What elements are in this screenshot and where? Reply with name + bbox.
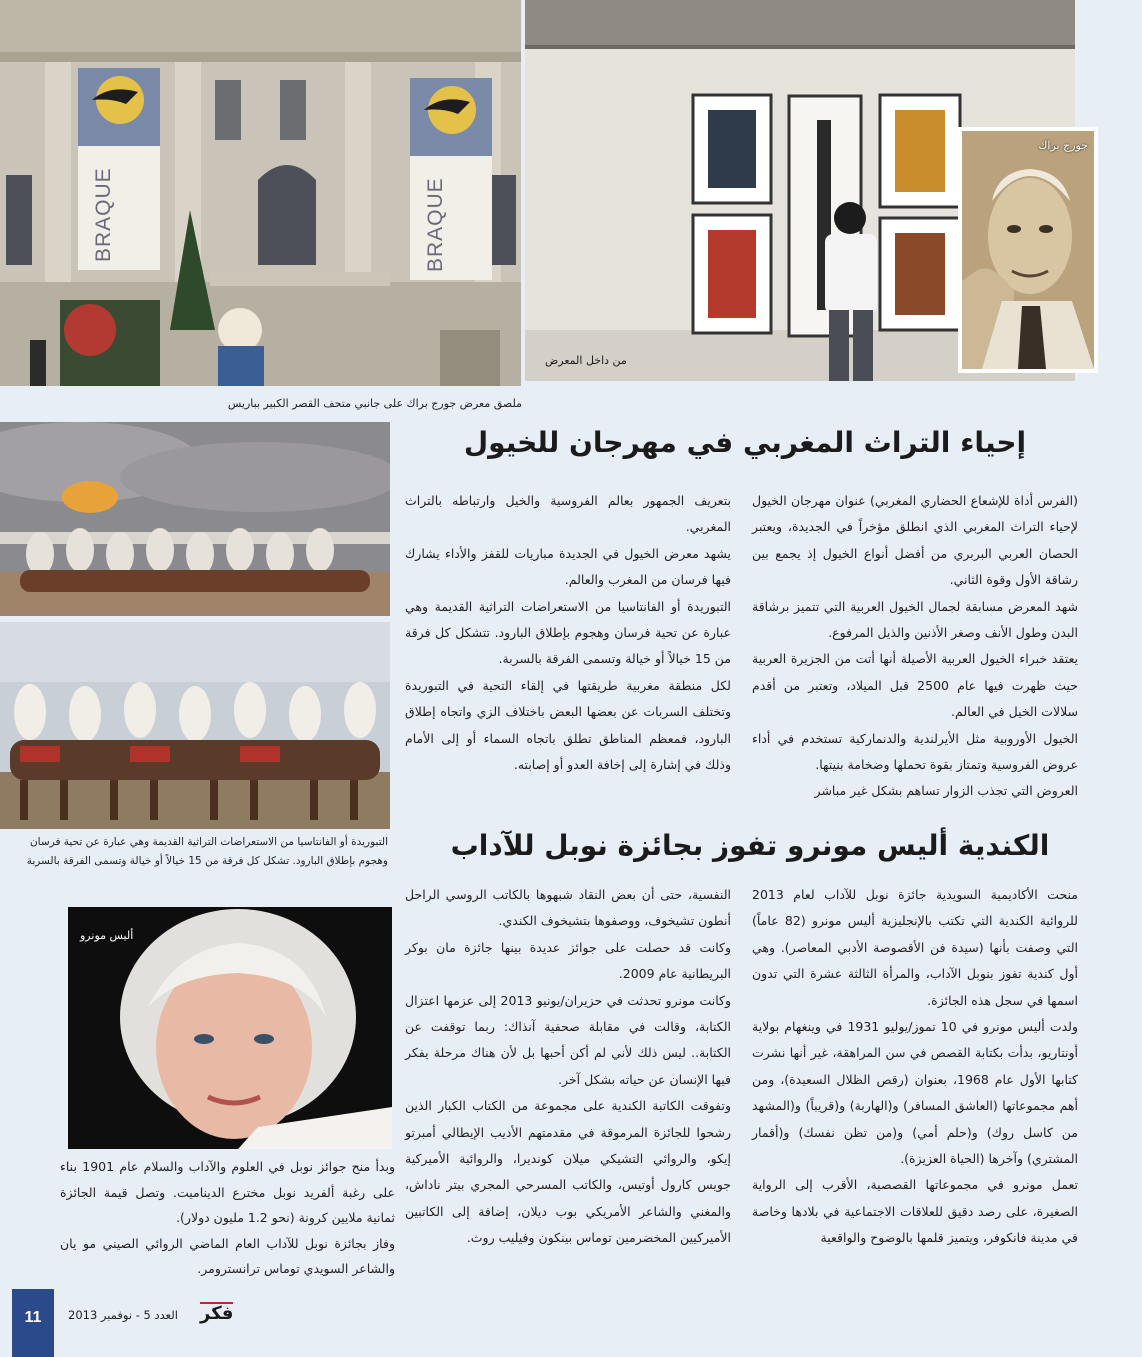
page-number: 11 [24,1309,42,1326]
article-1-para: لكل منطقة مغربية طريقتها في إلقاء التحية في التبوريدة وتختلف السربات عن بعضها البعض باختلاف الزي واتجاه إطلاق البارود، فمعظم المناطق تطلق باتجاه السماء أو إلى الأمام وذلك في إشارة إلى إخافة العدو أو إصابته. [405,677,731,773]
article-1-para: التبوريدة أو الفانتاسيا من الاستعراضات التراثية القديمة وهي عبارة عن تحية فرسان وهجوم بإطلاق البارود. تتشكل كل فرقة من 15 خيالاً أو خيالة وتسمى الفرقة بالسربة. [405,598,731,667]
article-1-right-column [752,488,1078,805]
article-2-para: وكانت مونرو تحدثت في حزيران/يونيو 2013 إلى عزمها اعتزال الكتابة، وقالت في مقابلة صحفية آنذاك: ربما توقفت عن الكتابة.. ليس ذلك لأني لم أكن أحبها بل لأن هناك مرحلة يفكر فيها الإنسان عن حياته بشكل آخر. [405,992,732,1087]
article-1-title: إحياء التراث المغربي في مهرجان للخيول [463,426,1027,459]
article-2-right-column [752,882,1078,1252]
page-number-box [12,1289,54,1357]
article-2-middle-column [405,882,731,1252]
exhibition-interior-label: من داخل المعرض [545,354,627,367]
issue-info: العدد 5 - نوفمبر 2013 [68,1308,178,1322]
braque-banner-text-left: BRAQUE [92,167,115,262]
article-2-para: وفاز بجائزة نوبل للآداب العام الماضي الروائي الصيني مو يان والشاعر السويدي توماس ترانسترومر. [60,1235,395,1277]
photo-grand-palais-caption: ملصق معرض جورج براك على جانبي متحف القصر الكبير بباريس [227,397,522,410]
photo-grand-palais [0,0,521,386]
article-1-para: يشهد معرض الخيول في الجديدة مباريات للقفز والأداء يشارك فيها فرسان من المغرب والعالم. [405,545,731,588]
article-2-para: وبدأ منح جوائز نوبل في العلوم والآداب والسلام عام 1901 بناء على رغبة ألفريد نوبل مخترع الديناميت. وتصل قيمة الجائزة ثمانية ملايين كرونة (نحو 1.2 مليون دولار). [60,1159,395,1226]
article-1-para: يعتقد خبراء الخيول العربية الأصيلة أنها أتت من الجزيرة العربية حيث ظهرت فيها عام 2500 قبل الميلاد، وتعتبر من أقدم سلالات الخيل في العالم. [752,651,1078,720]
article-1-para: العروض التي تجذب الزوار تساهم بشكل غير مباشر [814,783,1078,799]
article-1-para: (الفرس أداة للإشعاع الحضاري المغربي) عنوان مهرجان الخيول لإحياء التراث المغربي الذي انطلق مؤخراً في الجديدة، ويعتبر الحصان العربي البربري من أفضل أنواع الخيول إذ يجمع بين رشاقة الأول وقوة الثاني. [752,493,1078,588]
article-2-title: الكندية أليس مونرو تفوز بجائزة نوبل للآداب [450,829,1050,862]
article-1-left-column [405,488,731,778]
photo-tbourida-bottom [0,622,390,829]
magazine-logo: فكر [200,1303,234,1324]
article-2-para: النفسية، حتى أن بعض النقاد شبهوها بالكاتب الروسي الراحل أنطون تشيخوف، ووصفوها بتشيخوف الكندي. [405,887,731,929]
alice-munro-label: أليس مونرو [80,929,134,942]
article-2-para: منحت الأكاديمية السويدية جائزة نوبل للآداب لعام 2013 للروائية الكندية التي تكتب بالإنجليزية أليس مونرو (82 عاماً) التي وصفت بأنها (سيدة فن الأقصوصة الأدبي المعاصر). وهي أول كندية تفوز بنوبل الآداب، والمرأة الثالثة عشرة التي تدون اسمها في سجل هذه الجائزة. [752,887,1078,1008]
photo-alice-munro [68,907,392,1149]
photo-tbourida-caption: التبوريدة أو الفانتاسيا من الاستعراضات التراثية القديمة وهي عبارة عن تحية فرسان وهجوم بإطلاق البارود. تشكل كل فرقة من 15 خيالاً أو خيالة وتسمى الفرقة بالسربة [26,836,388,867]
article-2-para: وكانت قد حصلت على جوائز عديدة بينها جائزة مان بوكر البريطانية عام 2009. [405,939,731,982]
article-1-para: بتعريف الجمهور بعالم الفروسية والخيل وارتباطه بالتراث المغربي. [405,493,731,535]
braque-banner-text-right: BRAQUE [424,177,447,272]
article-2-para: تعمل مونرو في مجموعاتها القصصية، الأقرب إلى الرواية الصغيرة، على رصد دقيق للعلاقات الاجتماعية في بلادها وخاصة في مدينة فانكوفر، ويتميز قلمها بالوضوح والواقعية [752,1177,1078,1246]
article-1-para: الخيول الأوروبية مثل الأيرلندية والدنماركية تستخدم في أداء عروض الفروسية وتمتاز بقوة تحملها وضخامة بنيتها. [752,730,1078,773]
article-2-para: ولدت أليس مونرو في 10 تموز/يوليو 1931 في وينغهام بولاية أونتاريو، بدأت بكتابة القصص في سن المراهقة، غير أنها نشرت كتابها الأول عام 1968، بعنوان (رقص الظلال السعيدة)، ومن أهم مجموعاتها (العاشق المسافر) و(الهاربة) و(قريباً) و(المشهد من كاسل روك) و(حلم أمي) و(من تظن نفسك) و(أقمار المشتري) وآخرها (الحياة العزيزة). [752,1019,1078,1167]
photo-georges-braque [958,127,1098,373]
article-2-left-column [60,1154,395,1282]
georges-braque-label: جورج براك [1038,139,1088,152]
article-2-para: وتفوقت الكاتبة الكندية على مجموعة من الكتاب الكبار الذين رشحوا للجائزة المرموقة في مقدمتهم الأديب الإيطالي أمبرتو إيكو، والروائي التشيكي ميلان كونديرا، والروائية الأميركية جويس كارول أوتيس، والكاتب المسرحي المجري بيتر ناداش، والمغني والشاعر الأمريكي بوب ديلان، إضافة إلى الكاتبين الأميركيين المخضرمين توماس بينكون وفيليب روث. [405,1098,731,1246]
article-1-para: شهد المعرض مسابقة لجمال الخيول العربية التي تتميز برشاقة البدن وطول الأنف وصغر الأذنين والذيل المرفوع. [752,598,1078,641]
photo-tbourida-top [0,422,390,616]
